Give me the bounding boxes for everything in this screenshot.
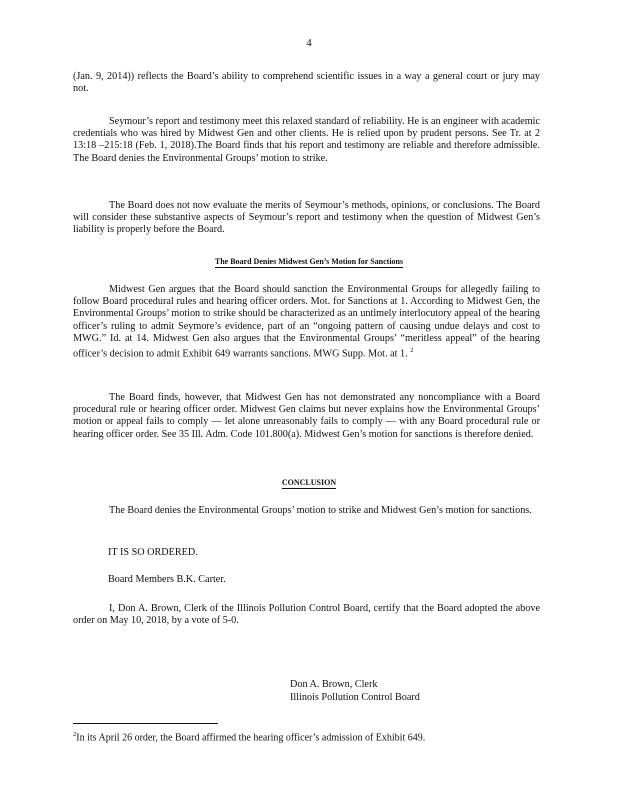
signature-name: Don A. Brown, Clerk [290, 679, 378, 690]
paragraph-midwest-argument [73, 284, 540, 361]
page-number: 4 [306, 37, 312, 49]
footnote-divider [73, 723, 218, 724]
heading-sanctions-text: The Board Denies Midwest Gen’s Motion for Sanctions [214, 257, 404, 266]
heading-conclusion [0, 478, 618, 487]
so-ordered: IT IS SO ORDERED. [108, 547, 198, 558]
paragraph-conclusion: The Board denies the Environmental Groups’ motion to strike and Midwest Gen’s motion for sanctions. [109, 505, 532, 516]
footnote-reference: 2 [410, 347, 414, 355]
certification: I, Don A. Brown, Clerk of the Illinois Pollution Control Board, certify that the Board adopted the above order on May 10, 2018, by a vote of 5-0. [73, 603, 540, 627]
paragraph-seymour-reliability: Seymour’s report and testimony meet this relaxed standard of reliability. He is an engineer with academic credentials who was hired by Midwest Gen and other clients. He is relied upon by prudent persons. See Tr. at 2 13:18 –215:18 (Feb. 1, 2018).The Board finds that his report and testimony are reliable and therefore admissible. The Board denies the Environmental Groups’ motion to strike. [73, 116, 540, 164]
footnote-text: In its April 26 order, the Board affirmed the hearing officer’s admission of Exhibit 649. [76, 732, 426, 744]
signature-org: Illinois Pollution Control Board [290, 692, 420, 703]
paragraph-midwest-argument-text: Midwest Gen argues that the Board should sanction the Environmental Groups for allegedly failing to follow Board procedural rules and hearing officer orders. Mot. for Sanctions at 1. According to Midwest Gen, the Environmental Groups’ motion to strike should be characterized as an untimely interlocutory appeal of the hearing officer’s ruling to admit Seymore’s evidence, part of an “ongoing pattern of causing undue delays and cost to MWG.” Id. at 14. Midwest Gen also argues that the Environmental Groups’ “meritless appeal” of the hearing officer’s decision to admit Exhibit 649 warrants sanctions. MWG Supp. Mot. at 1. [73, 284, 540, 360]
paragraph-board-evaluation: The Board does not now evaluate the merits of Seymour’s methods, opinions, or conclusions. The Board will consider these substantive aspects of Seymour’s report and testimony when the question of Midwest Gen’s liability is properly before the Board. [73, 200, 540, 236]
footnote [73, 731, 425, 743]
paragraph-reliability-intro: (Jan. 9, 2014)) reflects the Board’s ability to comprehend scientific issues in a way a general court or jury may not. [73, 71, 540, 95]
paragraph-board-finding: The Board finds, however, that Midwest Gen has not demonstrated any noncompliance with a Board procedural rule or hearing officer order. Midwest Gen claims but never explains how the Environmental Groups’ motion or appeal fails to comply — let alone unreasonably fails to comply — with any Board procedural rule or hearing officer order. See 35 Ill. Adm. Code 101.800(a). Midwest Gen’s motion for sanctions is therefore denied. [73, 392, 540, 440]
footnote-marker: 2 [73, 731, 77, 738]
heading-conclusion-text: CONCLUSION [281, 478, 337, 487]
heading-sanctions [0, 257, 618, 266]
board-members: Board Members B.K. Carter. [108, 574, 226, 585]
